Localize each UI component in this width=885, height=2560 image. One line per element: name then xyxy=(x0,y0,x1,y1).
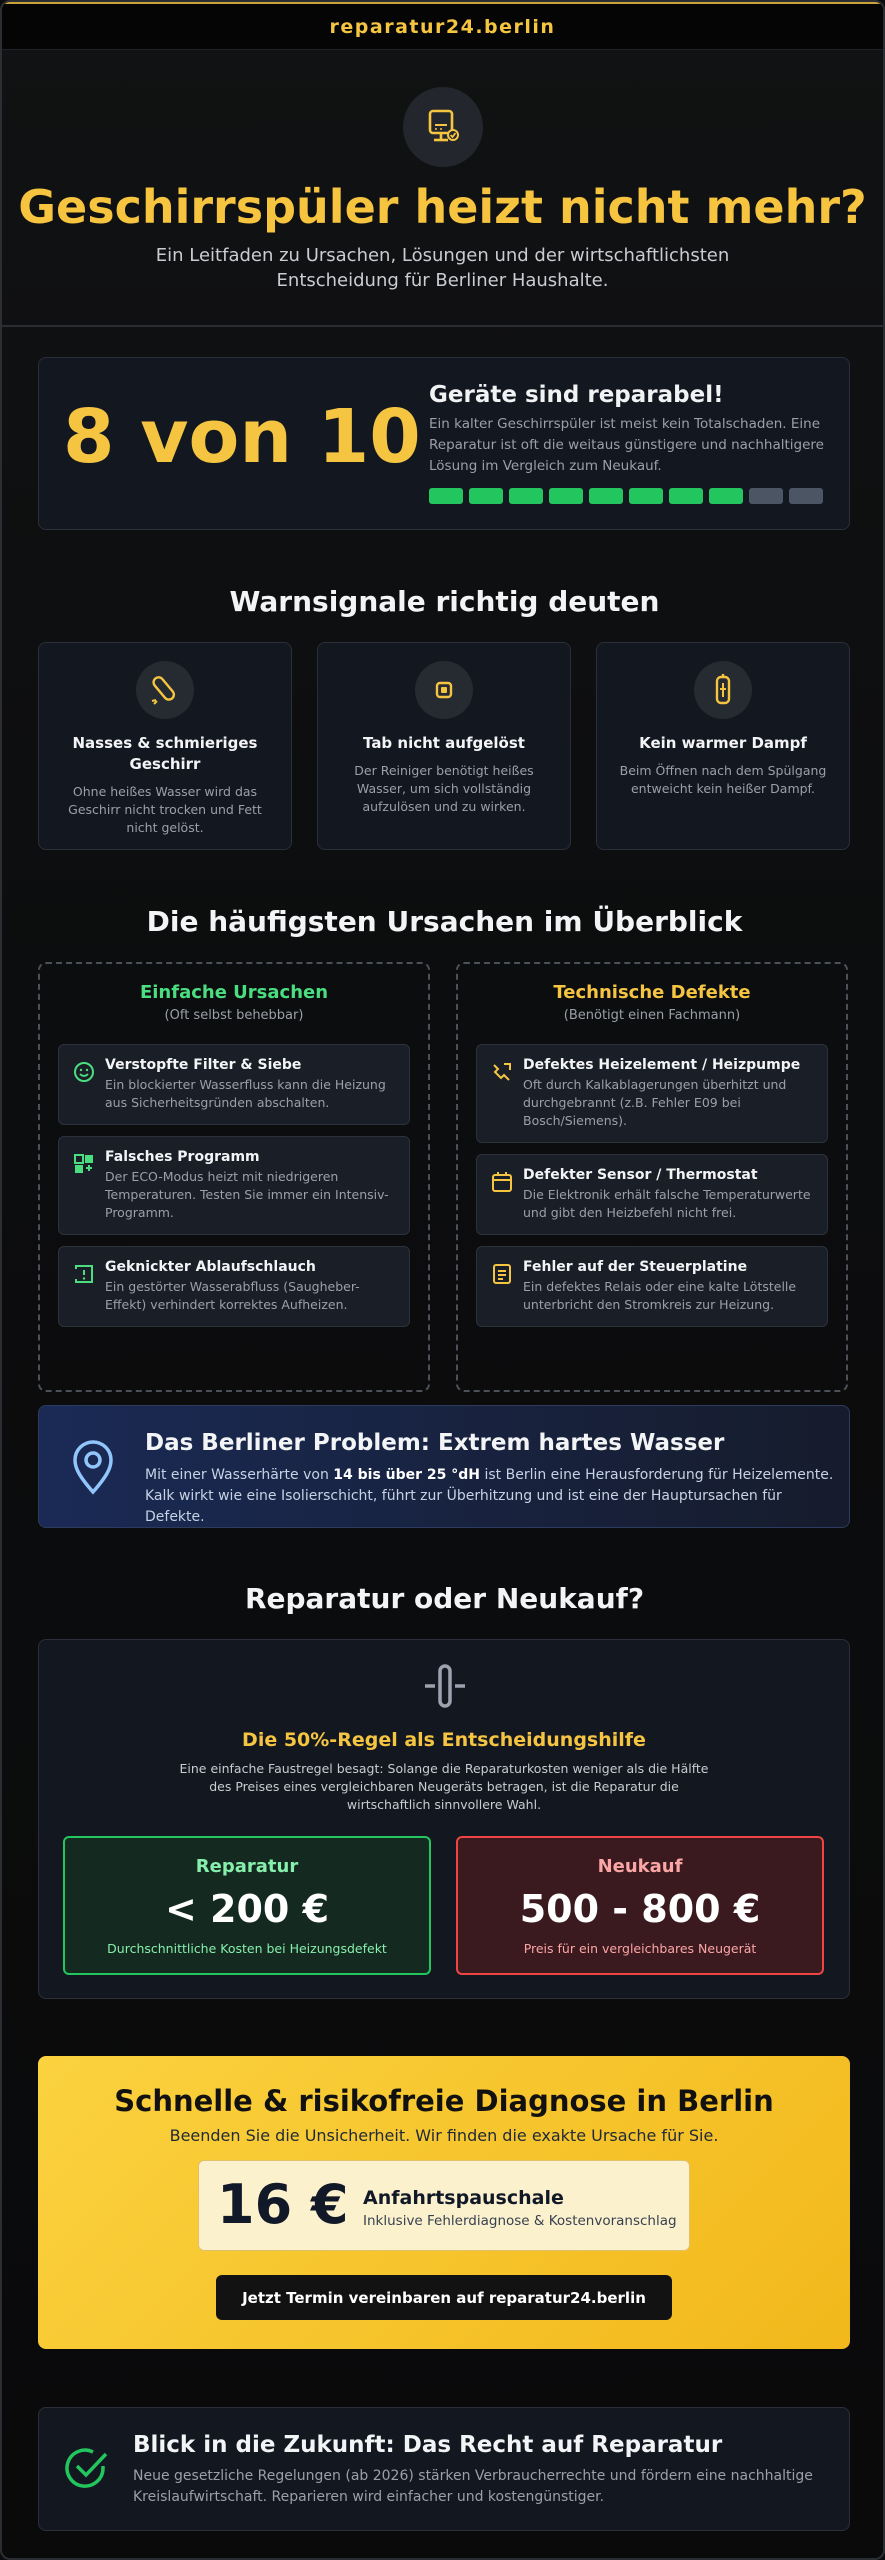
warnings-title: Warnsignale richtig deuten xyxy=(229,585,660,618)
new-label: Neukauf xyxy=(597,1856,683,1877)
berlin-title: Das Berliner Problem: Extrem hartes Wasser xyxy=(145,1430,725,1456)
repairable-ratio: 8 von 10 xyxy=(63,394,421,480)
cause-item xyxy=(476,1154,828,1235)
price-title: Anfahrtspauschale xyxy=(363,2187,564,2209)
warning-text: Der Reiniger benötigt heißes Wasser, um sich vollständig aufzulösen und zu wirken. xyxy=(354,763,534,814)
progress-segment xyxy=(709,488,743,504)
repairable-title: Geräte sind reparabel! xyxy=(429,382,724,408)
new-cost-box xyxy=(456,1836,824,1975)
price-note: Inklusive Fehlerdiagnose & Kostenvoranschlag xyxy=(363,2213,677,2229)
cause-item xyxy=(58,1136,410,1235)
new-note: Preis für ein vergleichbares Neugerät xyxy=(523,1941,757,1956)
repair-value: < 200 € xyxy=(164,1887,330,1931)
warning-text: Ohne heißes Wasser wird das Geschirr nicht trocken und Fett nicht gelöst. xyxy=(68,784,262,835)
cause-text: Die Elektronik erhält falsche Temperaturwerte und gibt den Heizbefehl nicht frei. xyxy=(523,1187,811,1220)
calendar-icon xyxy=(491,1171,513,1193)
cause-item xyxy=(476,1044,828,1143)
program-icon xyxy=(73,1153,95,1175)
progress-segment xyxy=(509,488,543,504)
berlin-water-card xyxy=(38,1405,850,1528)
cause-text: Der ECO-Modus heizt mit niedrigeren Temperaturen. Testen Sie immer ein Intensiv-Programm. xyxy=(105,1169,389,1220)
simple-causes-subtitle: (Oft selbst behebbar) xyxy=(164,1008,304,1023)
check-circle-icon xyxy=(63,2444,111,2496)
decision-title: Reparatur oder Neukauf? xyxy=(244,1582,645,1615)
technical-defects-panel xyxy=(456,962,848,1392)
causes-title: Die häufigsten Ursachen im Überblick xyxy=(146,905,743,938)
berlin-text: Mit einer Wasserhärte von 14 bis über 25 °dH ist Berlin eine Herausforderung für Heizelemente. Kalk wirkt wie eine Isolierschicht, führt zur Überhitzung und ist eine der Hauptursachen für Defekte. xyxy=(145,1467,834,1525)
smile-icon xyxy=(73,1061,95,1083)
location-pin-icon xyxy=(69,1440,117,1500)
cause-item xyxy=(58,1044,410,1125)
warning-title: Kein warmer Dampf xyxy=(639,734,807,752)
new-value: 500 - 800 € xyxy=(519,1887,761,1931)
future-title: Blick in die Zukunft: Das Recht auf Reparatur xyxy=(133,2432,723,2458)
rule-text: Eine einfache Faustregel besagt: Solange die Reparaturkosten weniger als die Hälfte des Preises eines vergleichbaren Neugeräts betragen, ist die Reparatur die wirtschaftlich sinnvollere Wahl. xyxy=(179,1761,709,1812)
cause-title: Defekter Sensor / Thermostat xyxy=(523,1167,758,1183)
warning-card xyxy=(38,642,292,850)
technical-defects-title: Technische Defekte xyxy=(553,982,751,1003)
cause-text: Ein defektes Relais oder eine kalte Lötstelle unterbricht den Stromkreis zur Heizung. xyxy=(523,1279,797,1312)
progress-segment xyxy=(469,488,503,504)
cta-subtitle: Beenden Sie die Unsicherheit. Wir finden die exakte Ursache für Sie. xyxy=(169,2126,719,2145)
cause-title: Geknickter Ablaufschlauch xyxy=(105,1259,316,1275)
progress-segment xyxy=(429,488,463,504)
scale-icon xyxy=(421,1662,469,1714)
warning-card xyxy=(596,642,850,850)
warning-card xyxy=(317,642,571,850)
technical-defects-subtitle: (Benötigt einen Fachmann) xyxy=(563,1008,741,1023)
rule-title: Die 50%-Regel als Entscheidungshilfe xyxy=(242,1729,646,1751)
warning-title: Nasses & schmieriges Geschirr xyxy=(72,734,258,773)
price-box xyxy=(198,2160,690,2251)
thermometer-icon xyxy=(694,661,752,719)
diagnosis-cta xyxy=(38,2056,850,2349)
cause-text: Ein blockierter Wasserfluss kann die Heizung aus Sicherheitsgründen abschalten. xyxy=(105,1077,386,1110)
heater-icon xyxy=(491,1061,513,1083)
future-card xyxy=(38,2407,850,2531)
repair-note: Durchschnittliche Kosten bei Heizungsdefekt xyxy=(107,1941,387,1956)
page-subtitle: Ein Leitfaden zu Ursachen, Lösungen und der wirtschaftlichsten Entscheidung für Berliner Haushalte. xyxy=(155,245,730,291)
dishwasher-repair-icon xyxy=(403,87,483,167)
simple-causes-panel xyxy=(38,962,430,1392)
hose-icon xyxy=(73,1263,95,1285)
page-title: Geschirrspüler heizt nicht mehr? xyxy=(18,180,867,234)
repair-cost-box xyxy=(63,1836,431,1975)
cta-title: Schnelle & risikofreie Diagnose in Berlin xyxy=(114,2084,774,2118)
warning-title: Tab nicht aufgelöst xyxy=(363,734,525,752)
cause-title: Verstopfte Filter & Siebe xyxy=(105,1057,302,1073)
cause-title: Fehler auf der Steuerplatine xyxy=(523,1259,748,1275)
repairable-text: Ein kalter Geschirrspüler ist meist kein Totalschaden. Eine Reparatur ist oft die weitaus günstigere und nachhaltigere Lösung im Vergleich zum Neukauf. xyxy=(429,416,824,474)
repairable-progress xyxy=(429,488,823,504)
cause-item xyxy=(476,1246,828,1327)
simple-causes-title: Einfache Ursachen xyxy=(139,982,329,1003)
cause-title: Falsches Programm xyxy=(105,1149,260,1165)
top-bar xyxy=(2,2,883,50)
repair-label: Reparatur xyxy=(195,1856,299,1877)
progress-segment xyxy=(549,488,583,504)
cause-item xyxy=(58,1246,410,1327)
board-icon xyxy=(491,1263,513,1285)
decision-card xyxy=(38,1639,850,1999)
future-text: Neue gesetzliche Regelungen (ab 2026) stärken Verbraucherrechte und fördern eine nachhaltige Kreislaufwirtschaft. Reparieren wird einfacher und kostengünstiger. xyxy=(133,2468,813,2505)
book-appointment-button[interactable]: Jetzt Termin vereinbaren auf reparatur24.berlin xyxy=(216,2275,672,2320)
hero-section xyxy=(2,50,883,327)
progress-segment xyxy=(669,488,703,504)
cause-text: Oft durch Kalkablagerungen überhitzt und durchgebrannt (z.B. Fehler E09 bei Bosch/Siemens). xyxy=(523,1077,787,1128)
brand-name[interactable]: reparatur24.berlin xyxy=(329,15,556,38)
plate-icon xyxy=(136,661,194,719)
warning-text: Beim Öffnen nach dem Spülgang entweicht kein heißer Dampf. xyxy=(619,763,827,796)
cause-title: Defektes Heizelement / Heizpumpe xyxy=(523,1057,801,1073)
price-value: 16 € xyxy=(217,2173,349,2236)
cause-text: Ein gestörter Wasserabfluss (Saugheber-Effekt) verhindert korrektes Aufheizen. xyxy=(105,1279,360,1312)
tab-icon xyxy=(415,661,473,719)
progress-segment xyxy=(589,488,623,504)
progress-segment xyxy=(749,488,783,504)
progress-segment xyxy=(789,488,823,504)
repairable-card xyxy=(38,357,850,530)
progress-segment xyxy=(629,488,663,504)
